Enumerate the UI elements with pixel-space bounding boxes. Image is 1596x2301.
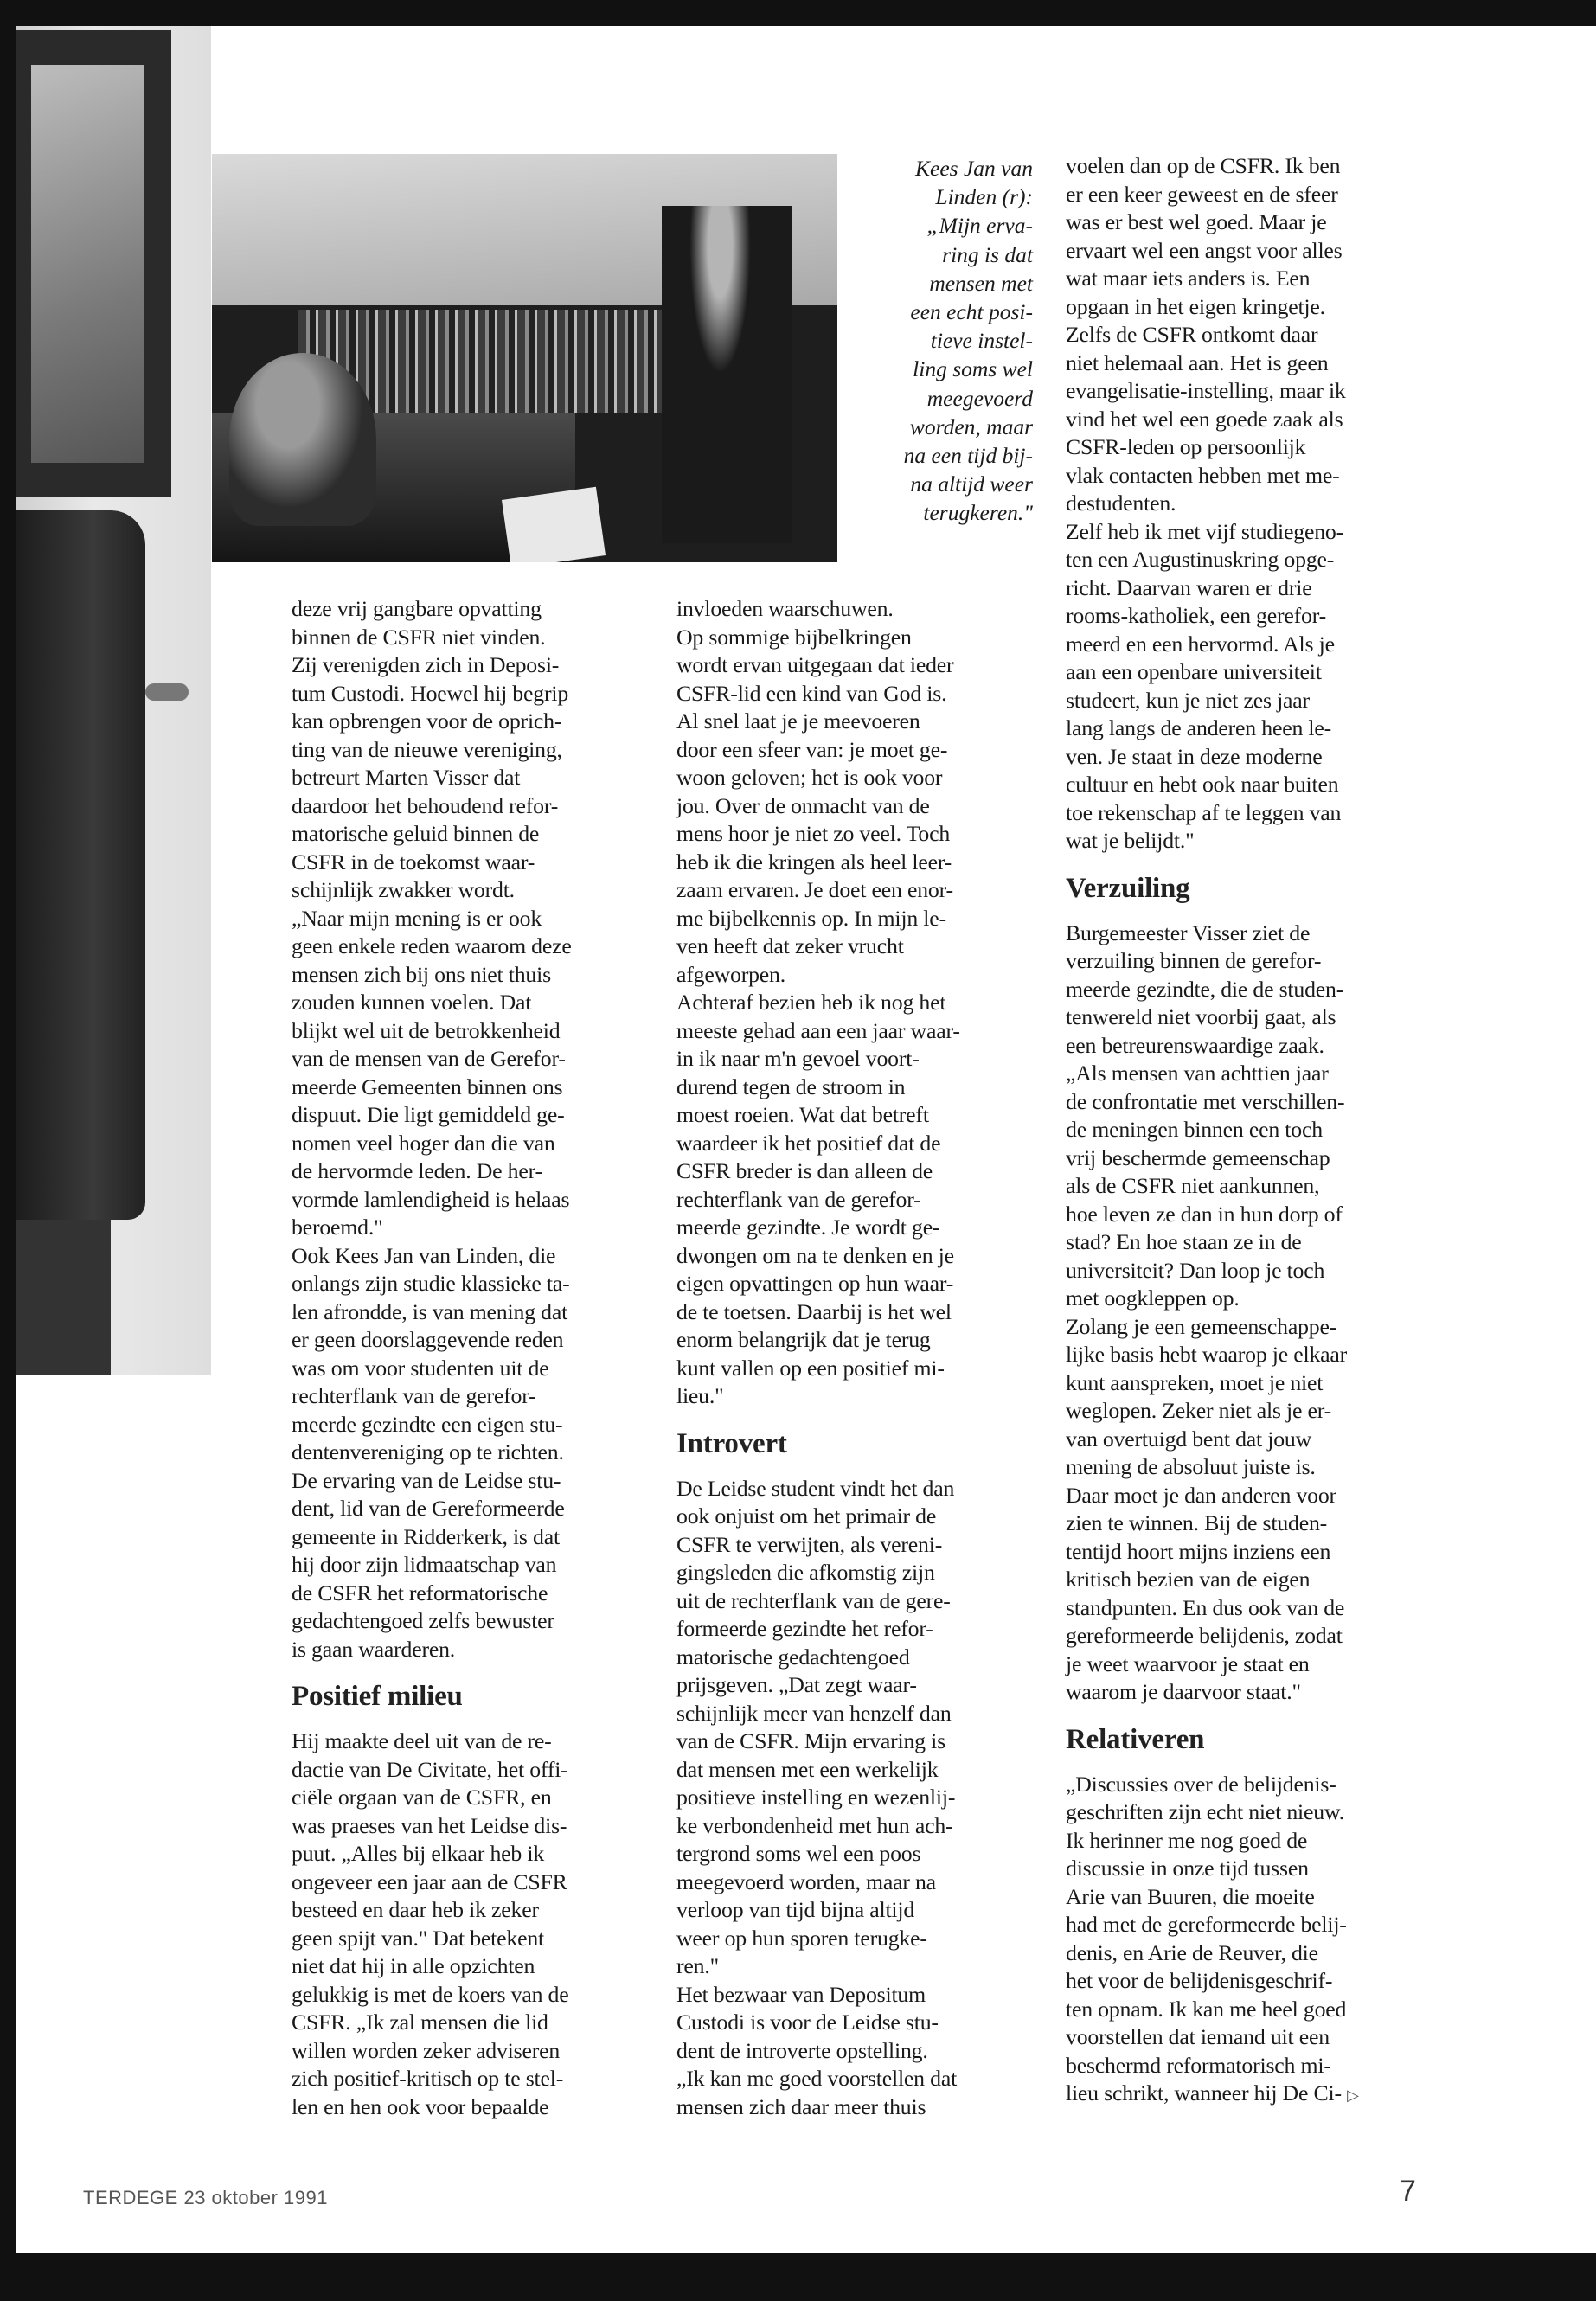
page-number: 7 bbox=[1400, 2175, 1416, 2208]
column-3-paragraph-3 bbox=[1066, 1771, 1429, 2110]
hanging-jacket bbox=[16, 510, 145, 1220]
section-heading-introvert: Introvert bbox=[676, 1427, 787, 1459]
section-heading-relativeren: Relativeren bbox=[1066, 1723, 1205, 1755]
main-photo bbox=[212, 154, 837, 562]
coat-hook bbox=[145, 683, 189, 701]
scan-border-bottom bbox=[0, 2253, 1596, 2301]
column-3 bbox=[1066, 152, 1429, 2109]
framed-painting bbox=[16, 30, 171, 497]
column-2 bbox=[676, 595, 1035, 2121]
paper-sheet bbox=[502, 487, 606, 562]
column-2-paragraph-1: invloeden waarschuwen. Op sommige bijbelkringen wordt ervan uitgegaan dat ieder CSFR-lid een kind van God is. Al snel laat je je meevoeren door een sfeer van: je moet ge- woon geloven; het is ook voor jou. Over de onmacht van de mens hoor je niet zo veel. Toch heb ik die kringen als heel leer- zaam ervaren. Je doet een enor- me bijbelkennis op. In mijn le- ven heeft dat zeker vrucht afgeworpen. Achteraf bezien heb ik nog het meeste gehad aan een jaar waar- in ik naar m'n gevoel voort- durend tegen de stroom in moest roeien. Wat dat betreft waardeer ik het positief dat de CSFR breder is dan alleen de rechterflank van de gerefor- meerde gezindte. Je wordt ge- dwongen om na te denken en je eigen opvattingen op hun waar- de te toetsen. Daarbij is het wel enorm belangrijk dat je terug kunt vallen op een positief mi- lieu." bbox=[676, 596, 960, 1408]
photo-caption: Kees Jan van Linden (r): „Mijn erva- ring is dat mensen met een echt posi- tieve instel- ling soms wel meegevoerd worden, maar na een tijd bij- na altijd weer terugkeren." bbox=[903, 156, 1033, 526]
column-3-paragraph-2: Burgemeester Visser ziet de verzuiling binnen de gerefor- meerde gezindte, die de studen- tenwereld niet voorbij gaat, als een betreurenswaardige zaak. „Als mensen van achttien jaar de confrontatie met verschillen- de meningen binnen een toch vrij beschermde gemeenschap als de CSFR niet aankunnen, hoe leven ze dan in hun dorp of stad? En hoe staan ze in de universiteit? Dan loop je toch met oogkleppen op. Zolang je een gemeenschappe- lijke basis hebt waarop je elkaar kunt aanspreken, moet je niet weglopen. Zeker niet als je er- van overtuigd bent dat jouw mening de absoluut juiste is. Daar moet je dan anderen voor zien te winnen. Bij de studen- tentijd hoort mijns inziens een kritisch bezien van de eigen standpunten. En dus ook van de gereformeerde belijdenis, zodat je weet waarvoor je staat en waarom je daarvoor staat." bbox=[1066, 920, 1348, 1704]
column-1-paragraph-2: Hij maakte deel uit van de re- dactie van De Civitate, het offi- ciële orgaan van de CSFR, en was praeses van het Leidse dis- puut. „Alles bij elkaar heb ik ongeveer een jaar aan de CSFR besteed en daar heb ik zeker geen spijt van." Dat betekent niet dat hij in alle opzichten gelukkig is met de koers van de CSFR. „Ik zal mensen die lid willen worden zeker adviseren zich positief-kritisch op te stel- len en hen ook voor bepaalde bbox=[292, 1728, 569, 2119]
left-edge-photo bbox=[16, 26, 211, 1375]
publication-footer: TERDEGE 23 oktober 1991 bbox=[83, 2187, 328, 2208]
scan-border-left bbox=[0, 0, 16, 2301]
scan-border-top bbox=[0, 0, 1596, 26]
seated-student bbox=[229, 353, 376, 526]
column-1-paragraph-1: deze vrij gangbare opvatting binnen de CSFR niet vinden. Zij verenigden zich in Deposi- tum Custodi. Hoewel hij begrip kan opbrengen voor de oprich- ting van de nieuwe vereniging, betreurt Marten Visser dat daardoor het behoudend refor- matorische geluid binnen de CSFR in de toekomst waar- schijnlijk zwakker wordt. „Naar mijn mening is er ook geen enkele reden waarom deze mensen zich bij ons niet thuis zouden kunnen voelen. Dat blijkt wel uit de betrokkenheid van de mensen van de Gerefor- meerde Gemeenten binnen ons dispuut. Die ligt gemiddeld ge- nomen veel hoger dan die van de hervormde leden. De her- vormde lamlendigheid is helaas beroemd." Ook Kees Jan van Linden, die onlangs zijn studie klassieke ta- len afrondde, is van mening dat er geen doorslaggevende reden was om voor studenten uit de rechterflank van de gerefor- meerde gezindte een eigen stu- dentenvereniging op te richten. De ervaring van de Leidse stu- dent, lid van de Gereformeerde gemeente in Ridderkerk, is dat hij door zijn lidmaatschap van de CSFR het reformatorische gedachtengoed zelfs bewuster is gaan waarderen. bbox=[292, 596, 572, 1662]
column-3-paragraph-1: voelen dan op de CSFR. Ik ben er een keer geweest en de sfeer was er best wel goed. Maar je ervaart wel een angst voor alles wat maar iets anders is. Een opgaan in het eigen kringetje. Zelfs de CSFR ontkomt daar niet helemaal aan. Het is geen evangelisatie-instelling, maar ik vind het wel een goede zaak als CSFR-leden op persoonlijk vlak contacten hebben met me- destudenten. Zelf heb ik met vijf studiegeno- ten een Augustinuskring opge- richt. Daarvan waren er drie rooms-katholiek, een gerefor- meerd en een hervormd. Als je aan een openbare universiteit studeert, kun je niet zes jaar lang langs de anderen heen le- ven. Je staat in deze moderne cultuur en hebt ook naar buiten toe rekenschap af te leggen van wat je belijdt." bbox=[1066, 153, 1346, 853]
column-3-paragraph-3-text: „Discussies over de belijdenis- geschriften zijn echt niet nieuw. Ik herinner me nog goed de discussie in onze tijd tussen Arie van Buuren, die moeite had met de gereformeerde belij- denis, en Arie de Reuver, die het voor de belijdenisgeschrif- ten opnam. Ik kan me heel goed voorstellen dat iemand uit een beschermd reformatorisch mi- lieu schrikt, wanneer hij De Ci- bbox=[1066, 1771, 1347, 2106]
section-heading-verzuiling: Verzuiling bbox=[1066, 872, 1190, 904]
column-1 bbox=[292, 595, 636, 2121]
continue-arrow-icon: ▷ bbox=[1347, 2086, 1359, 2104]
column-2-paragraph-2: De Leidse student vindt het dan ook onjuist om het primair de CSFR te verwijten, als vereni- gingsleden die afkomstig zijn uit de rechterflank van de gere- formeerde gezindte het refor- matorische gedachtengoed prijsgeven. „Dat zegt waar- schijnlijk meer van henzelf dan van de CSFR. Mijn ervaring is dat mensen met een werkelijk positieve instelling en wezenlij- ke verbondenheid met hun ach- tergrond soms wel een poos meegevoerd worden, maar na verloop van tijd bijna altijd weer op hun sporen terugke- ren." Het bezwaar van Depositum Custodi is voor de Leidse stu- dent de introverte opstelling. „Ik kan me goed voorstellen dat mensen zich daar meer thuis bbox=[676, 1475, 958, 2119]
dark-furniture bbox=[16, 1220, 111, 1375]
section-heading-positief-milieu: Positief milieu bbox=[292, 1681, 463, 1712]
standing-student bbox=[662, 206, 792, 543]
